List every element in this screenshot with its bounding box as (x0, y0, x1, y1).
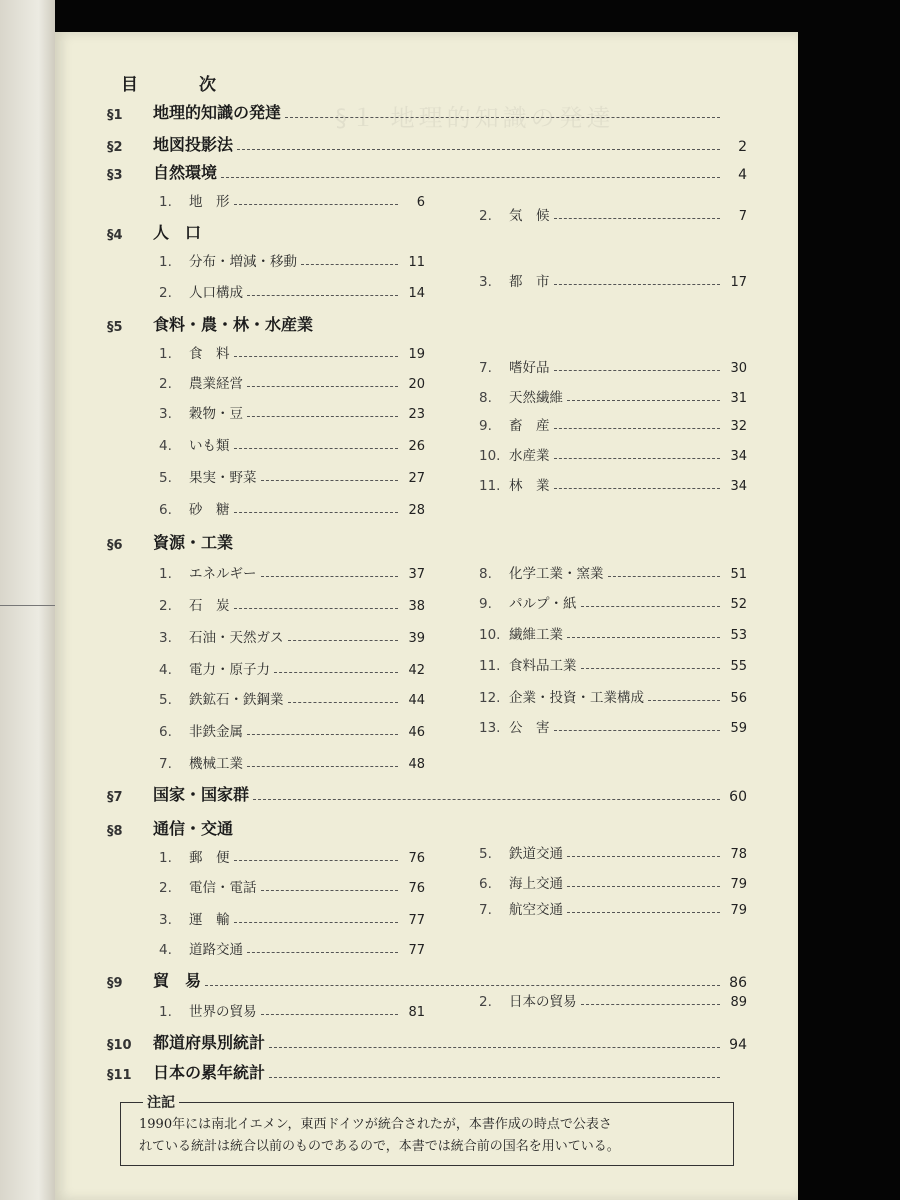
table-of-contents (55, 32, 798, 1092)
entry-number: 8. (479, 390, 492, 406)
entry-number: 7. (479, 360, 492, 376)
entry-number: 4. (159, 438, 172, 454)
toc-entry[interactable] (479, 654, 747, 674)
entry-number: 5. (159, 470, 172, 486)
entry-title: 水産業 (509, 448, 550, 464)
toc-entry[interactable] (479, 592, 747, 612)
section-number: §7 (107, 790, 123, 805)
section-number: §11 (107, 1068, 132, 1083)
toc-section-11[interactable] (107, 1060, 747, 1083)
entry-title: 地 形 (189, 194, 230, 210)
dot-leader (234, 608, 399, 609)
dot-leader (567, 886, 720, 887)
entry-number: 3. (159, 406, 172, 422)
previous-page-edge (0, 0, 55, 1200)
dot-leader (234, 512, 399, 513)
toc-entry[interactable] (479, 386, 747, 406)
dot-leader (261, 890, 399, 891)
page-number: 77 (408, 913, 425, 928)
entry-title: 農業経営 (189, 376, 243, 392)
entry-number: 10. (479, 448, 501, 464)
page-number: 17 (730, 275, 747, 290)
toc-entry[interactable] (479, 716, 747, 736)
entry-number: 9. (479, 596, 492, 612)
dot-leader (234, 922, 399, 923)
toc-entry[interactable] (159, 688, 425, 708)
toc-title: 目 次 (121, 75, 238, 95)
dot-leader (567, 637, 720, 638)
toc-entry[interactable] (479, 872, 747, 892)
page-number: 76 (408, 851, 425, 866)
page-number: 19 (408, 347, 425, 362)
section-title: 地理的知識の発達 (153, 103, 282, 122)
section-number: §6 (107, 538, 123, 553)
entry-title: 分布・増減・移動 (189, 254, 297, 270)
dot-leader (301, 264, 398, 265)
toc-entry[interactable] (159, 846, 425, 866)
dot-leader (261, 1014, 399, 1015)
section-number: §9 (107, 976, 123, 991)
note-line-1: 1990年には南北イエメン，東西ドイツが統合されたが，本書作成の時点で公表さ (139, 1117, 612, 1132)
entry-number: 1. (159, 254, 172, 270)
section-title: 人 口 (153, 223, 202, 242)
toc-entry[interactable] (159, 752, 425, 772)
page-number: 37 (408, 567, 425, 582)
entry-number: 3. (479, 274, 492, 290)
entry-title: 海上交通 (509, 876, 563, 892)
entry-title: 人口構成 (189, 285, 243, 301)
page-number: 94 (729, 1037, 747, 1053)
entry-title: 世界の貿易 (189, 1004, 257, 1020)
toc-entry[interactable] (479, 842, 747, 862)
toc-entry[interactable] (159, 876, 425, 896)
dot-leader (234, 356, 399, 357)
toc-entry[interactable] (159, 720, 425, 740)
dot-leader (554, 370, 721, 371)
entry-number: 6. (479, 876, 492, 892)
page-number: 38 (408, 599, 425, 614)
page-number: 77 (408, 943, 425, 958)
section-title: 国家・国家群 (153, 785, 250, 804)
entry-title: 嗜好品 (509, 360, 550, 376)
entry-number: 4. (159, 662, 172, 678)
entry-title: パルプ・紙 (509, 596, 577, 612)
entry-number: 3. (159, 912, 172, 928)
entry-title: 畜 産 (509, 418, 550, 434)
page-number: 55 (730, 659, 747, 674)
entry-number: 7. (479, 902, 492, 918)
section-number: §3 (107, 168, 123, 183)
entry-title: 石 炭 (189, 598, 230, 614)
entry-number: 8. (479, 566, 492, 582)
dot-leader (581, 606, 721, 607)
entry-title: 電力・原子力 (189, 662, 270, 678)
entry-number: 2. (159, 880, 172, 896)
toc-section-7[interactable] (107, 782, 747, 805)
entry-title: 石油・天然ガス (189, 630, 284, 646)
entry-title: 企業・投資・工業構成 (509, 690, 644, 706)
entry-title: 繊維工業 (509, 627, 563, 643)
entry-title: 航空交通 (509, 902, 563, 918)
dot-leader (269, 1047, 720, 1048)
bleed-through-text: §１ 地理的知識の発達 (335, 104, 615, 132)
entry-title: 道路交通 (189, 942, 243, 958)
toc-entry[interactable] (479, 474, 747, 494)
dot-leader (269, 1077, 720, 1078)
toc-entry[interactable] (159, 908, 425, 928)
entry-title: 林 業 (509, 478, 550, 494)
toc-section-4[interactable] (107, 220, 747, 243)
page-number: 27 (408, 471, 425, 486)
toc-entry[interactable] (479, 686, 747, 706)
page-number: 31 (730, 391, 747, 406)
note-line-2: れている統計は統合以前のものであるので，本書では統合前の国名を用いている。 (139, 1139, 620, 1154)
entry-number: 12. (479, 690, 501, 706)
dot-leader (288, 702, 399, 703)
entry-title: 化学工業・窯業 (509, 566, 604, 582)
page-number: 11 (408, 255, 425, 270)
entry-title: いも類 (189, 438, 230, 454)
page-number: 34 (730, 479, 747, 494)
toc-entry[interactable] (479, 562, 747, 582)
toc-entry[interactable] (159, 434, 425, 454)
page-number: 79 (730, 903, 747, 918)
entry-number: 11. (479, 658, 501, 674)
page-number: 20 (408, 377, 425, 392)
toc-section-9[interactable] (107, 968, 747, 991)
page-number: 26 (408, 439, 425, 454)
entry-title: エネルギー (189, 566, 257, 582)
section-title: 自然環境 (153, 163, 218, 182)
toc-section-2[interactable] (107, 132, 747, 155)
dot-leader (247, 295, 398, 296)
page-number: 46 (408, 725, 425, 740)
section-title: 日本の累年統計 (153, 1063, 266, 1082)
page-number: 14 (408, 286, 425, 301)
entry-number: 4. (159, 942, 172, 958)
toc-entry[interactable] (479, 990, 747, 1010)
toc-section-3[interactable] (107, 160, 747, 183)
book-page (55, 32, 798, 1200)
dot-leader (581, 668, 721, 669)
toc-entry[interactable] (159, 466, 425, 486)
dot-leader (237, 149, 720, 150)
entry-number: 2. (159, 598, 172, 614)
section-number: §10 (107, 1038, 132, 1053)
entry-title: 果実・野菜 (189, 470, 257, 486)
dot-leader (554, 428, 721, 429)
entry-number: 5. (479, 846, 492, 862)
dot-leader (567, 400, 720, 401)
entry-title: 機械工業 (189, 756, 243, 772)
entry-title: 気 候 (509, 208, 550, 224)
toc-entry[interactable] (479, 444, 747, 464)
section-title: 貿 易 (153, 971, 202, 990)
dot-leader (567, 912, 720, 913)
page-number: 51 (730, 567, 747, 582)
dot-leader (234, 204, 399, 205)
entry-title: 穀物・豆 (189, 406, 243, 422)
entry-title: 非鉄金属 (189, 724, 243, 740)
page-number: 86 (729, 975, 747, 991)
entry-number: 10. (479, 627, 501, 643)
entry-number: 9. (479, 418, 492, 434)
page-number: 78 (730, 847, 747, 862)
dot-leader (648, 700, 720, 701)
page-number: 81 (408, 1005, 425, 1020)
dot-leader (247, 766, 398, 767)
page-number: 52 (730, 597, 747, 612)
dot-leader (247, 952, 398, 953)
dot-leader (221, 177, 720, 178)
section-number: §5 (107, 320, 123, 335)
previous-page-rule (0, 605, 55, 606)
toc-entry[interactable] (159, 402, 425, 422)
toc-section-10[interactable] (107, 1030, 747, 1053)
toc-entry[interactable] (159, 342, 425, 362)
dot-leader (554, 284, 721, 285)
entry-title: 公 害 (509, 720, 550, 736)
entry-number: 1. (159, 346, 172, 362)
toc-entry[interactable] (159, 658, 425, 678)
entry-number: 2. (159, 376, 172, 392)
page-number: 56 (730, 691, 747, 706)
section-title: 地図投影法 (153, 135, 234, 154)
note-box (120, 1095, 734, 1166)
entry-title: 電信・電話 (189, 880, 257, 896)
dot-leader (554, 730, 721, 731)
page-number: 2 (738, 139, 747, 155)
dot-leader (234, 448, 399, 449)
entry-title: 都 市 (509, 274, 550, 290)
section-number: §1 (107, 108, 123, 123)
page-number: 59 (730, 721, 747, 736)
toc-section-8[interactable] (107, 816, 747, 839)
entry-number: 1. (159, 1004, 172, 1020)
toc-entry[interactable] (159, 562, 425, 582)
dot-leader (205, 985, 720, 986)
entry-number: 1. (159, 850, 172, 866)
toc-entry[interactable] (479, 356, 747, 376)
toc-entry[interactable] (159, 626, 425, 646)
section-number: §8 (107, 824, 123, 839)
dot-leader (288, 640, 399, 641)
dot-leader (261, 480, 399, 481)
dot-leader (253, 799, 720, 800)
note-label: 注記 (143, 1092, 179, 1112)
page-number: 32 (730, 419, 747, 434)
toc-entry[interactable] (159, 281, 425, 301)
entry-number: 3. (159, 630, 172, 646)
toc-entry[interactable] (159, 498, 425, 518)
entry-number: 2. (479, 994, 492, 1010)
section-number: §4 (107, 228, 123, 243)
toc-entry[interactable] (479, 270, 747, 290)
page-number: 7 (738, 209, 747, 224)
entry-title: 砂 糖 (189, 502, 230, 518)
page-number: 28 (408, 503, 425, 518)
entry-title: 鉄道交通 (509, 846, 563, 862)
entry-number: 2. (159, 285, 172, 301)
entry-number: 1. (159, 566, 172, 582)
entry-number: 6. (159, 502, 172, 518)
toc-section-1[interactable] (107, 100, 747, 123)
toc-entry[interactable] (479, 898, 747, 918)
page-number: 60 (729, 789, 747, 805)
dot-leader (554, 488, 721, 489)
toc-entry[interactable] (159, 372, 425, 392)
dot-leader (554, 458, 721, 459)
toc-section-6[interactable] (107, 530, 747, 553)
entry-number: 6. (159, 724, 172, 740)
entry-title: 運 輸 (189, 912, 230, 928)
page-number: 4 (738, 167, 747, 183)
dot-leader (285, 117, 720, 118)
dot-leader (247, 386, 398, 387)
entry-number: 1. (159, 194, 172, 210)
toc-entry[interactable] (479, 414, 747, 434)
page-number: 30 (730, 361, 747, 376)
section-title: 資源・工業 (153, 533, 234, 552)
page-number: 44 (408, 693, 425, 708)
dot-leader (247, 734, 398, 735)
toc-entry[interactable] (159, 1000, 425, 1020)
dot-leader (554, 218, 721, 219)
entry-number: 7. (159, 756, 172, 772)
page-number: 6 (416, 195, 425, 210)
page-number: 34 (730, 449, 747, 464)
entry-title: 郵 便 (189, 850, 230, 866)
page-number: 53 (730, 628, 747, 643)
page-number: 76 (408, 881, 425, 896)
entry-title: 天然繊維 (509, 390, 563, 406)
section-title: 食料・農・林・水産業 (153, 315, 314, 334)
section-number: §2 (107, 140, 123, 155)
dot-leader (261, 576, 399, 577)
entry-title: 鉄鉱石・鉄鋼業 (189, 692, 284, 708)
toc-section-5[interactable] (107, 312, 747, 335)
dot-leader (234, 860, 399, 861)
dot-leader (608, 576, 721, 577)
page-number: 42 (408, 663, 425, 678)
dot-leader (274, 672, 398, 673)
entry-title: 日本の貿易 (509, 994, 577, 1010)
page-number: 89 (730, 995, 747, 1010)
page-number: 79 (730, 877, 747, 892)
toc-entry[interactable] (159, 594, 425, 614)
entry-number: 2. (479, 208, 492, 224)
entry-title: 食料品工業 (509, 658, 577, 674)
dot-leader (567, 856, 720, 857)
section-title: 都道府県別統計 (153, 1033, 266, 1052)
page-number: 23 (408, 407, 425, 422)
toc-entry[interactable] (159, 250, 425, 270)
entry-number: 11. (479, 478, 501, 494)
dot-leader (247, 416, 398, 417)
entry-number: 5. (159, 692, 172, 708)
page-number: 48 (408, 757, 425, 772)
dot-leader (581, 1004, 721, 1005)
page-number: 39 (408, 631, 425, 646)
entry-number: 13. (479, 720, 501, 736)
entry-title: 食 料 (189, 346, 230, 362)
toc-entry[interactable] (159, 938, 425, 958)
toc-entry[interactable] (159, 190, 425, 210)
section-title: 通信・交通 (153, 819, 234, 838)
toc-entry[interactable] (479, 623, 747, 643)
